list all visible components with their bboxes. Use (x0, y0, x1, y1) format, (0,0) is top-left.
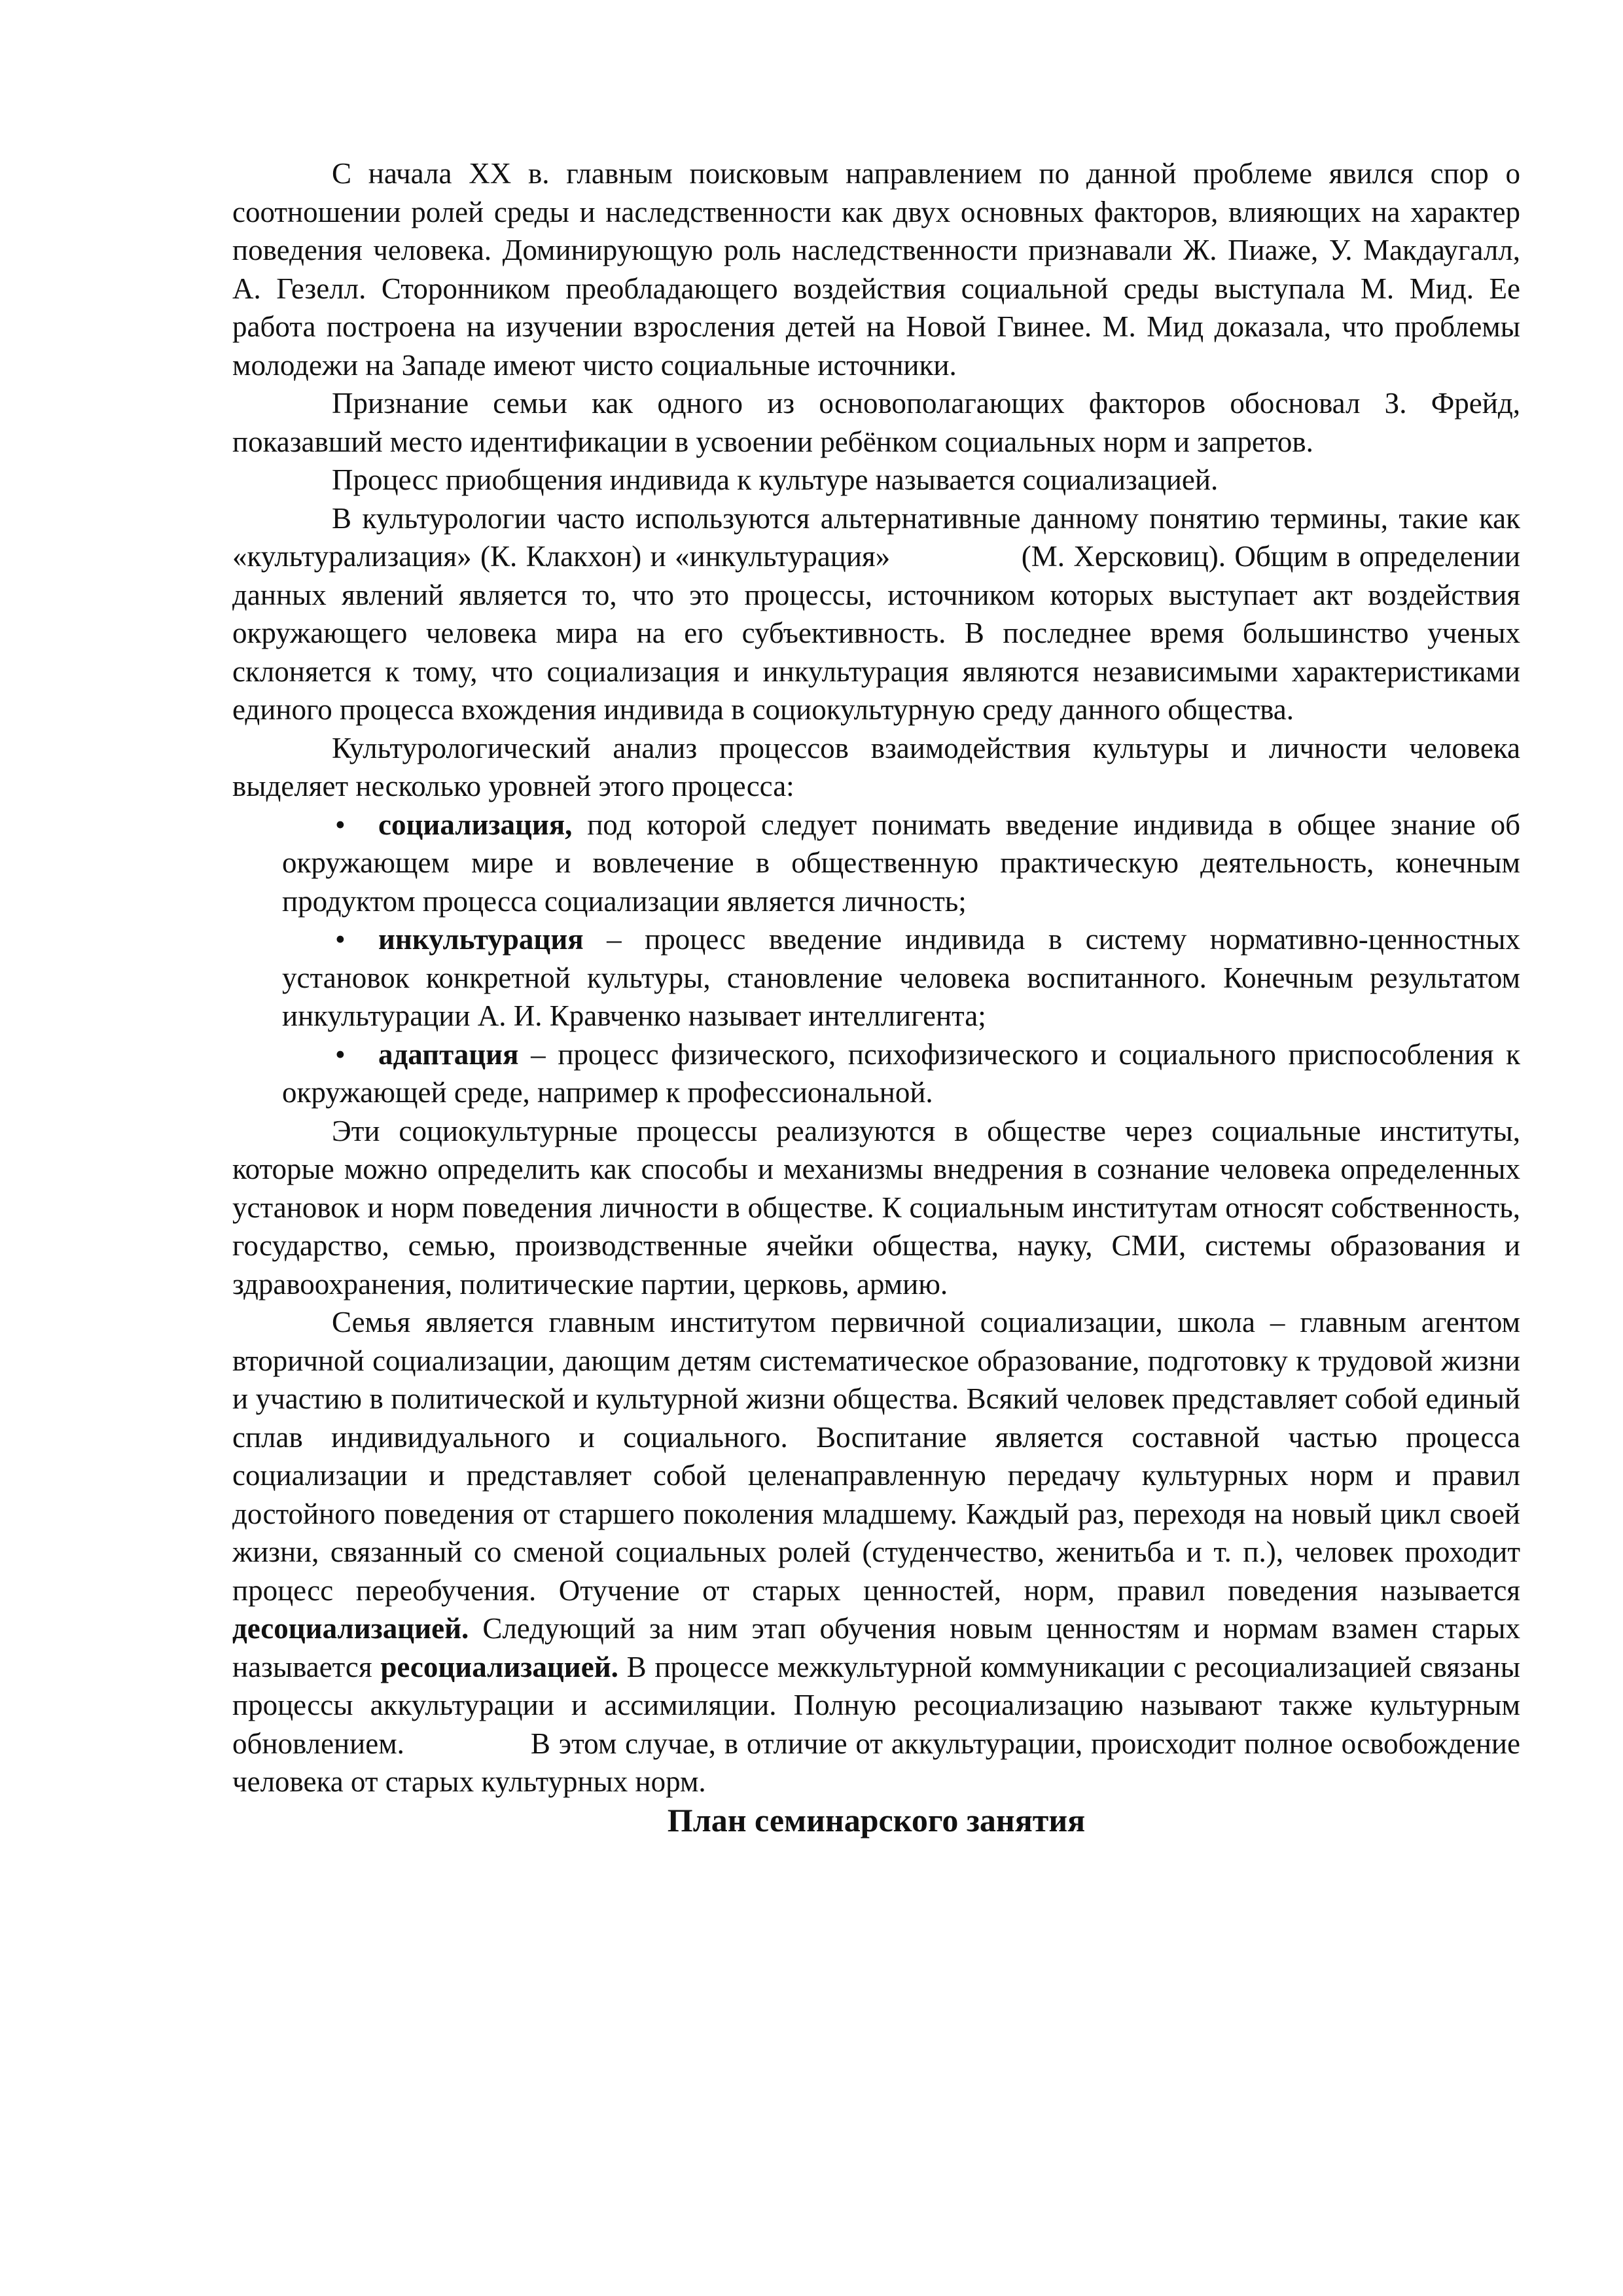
term-description: – процесс введение индивида в систему нормативно-ценностных установок конкретной культуры, становление человека воспитанного. Конечным результатом инкультурации А. И. Кравченко называет интеллигента; (282, 923, 1543, 1032)
list-item (282, 1035, 1528, 1112)
section-heading: План семинарского занятия (667, 1801, 1086, 1839)
levels-list (232, 806, 1550, 1112)
paragraph-family-freud: Признание семьи как одного из основополагающих факторов обосновал З. Фрейд, показавший место идентификации в усвоении ребёнком социальных норм и запретов. (232, 387, 1520, 458)
paragraph-text: Семья является главным институтом первичной социализации, школа – главным агентом вторичной социализации, дающим детям систематическое образование, подготовку к трудовой жизни и участию в политической и культурной жизни общества. Всякий человек представляет собой единый сплав индивидуального и социального. Воспитание является составной частью процесса социализации и представляет собой целенаправленную передачу культурных норм и правил достойного поведения от старшего поколения младшему. Каждый раз, переходя на новый цикл своей жизни, связанный со сменой социальных ролей (студенчество, женитьба и т. п.), человек проходит процесс переобучения. Отучение от старых ценностей, норм, правил поведения называется (232, 1306, 1528, 1607)
paragraph-family-school (232, 1303, 1528, 1801)
paragraph-text: Следующий за ним этап обучения новым ценностям и нормам взамен старых называется (232, 1612, 1528, 1683)
list-item (282, 920, 1543, 1035)
bullet-icon: • (335, 923, 346, 956)
term-resocialization: ресоциализацией. (380, 1650, 618, 1683)
paragraph-levels-intro: Культурологический анализ процессов взаимодействия культуры и личности человека выделяет несколько уровней этого процесса: (232, 731, 1520, 802)
term-description: – процесс физического, психофизического и социального приспособления к окружающей среде, например к профессиональной. (282, 1037, 1528, 1109)
term-description: под которой следует понимать введение индивида в общее знание об окружающем мире и вовлечение в общественную практическую деятельность, конечным продуктом процесса социализации является личность; (282, 808, 1550, 918)
paragraph-culturalization: В культурологии часто используются альтернативные данному понятию термины, такие как «культурализация» (К. Клакхон) и «инкультурация» (М. Херсковиц). Общим в определении данных явлений является то, что это процессы, источником которых выступает акт воздействия окружающего человека мира на его субъективность. В последнее время большинство ученых склоняется к тому, что социализация и инкультурация являются независимыми характеристиками единого процесса вхождения индивида в социокультурную среду данного общества. (232, 501, 1528, 726)
paragraph-text: В процессе межкультурной коммуникации с ресоциализацией связаны процессы аккультурации и ассимиляции. Полную ресоциализацию называют также культурным обновлением. В этом случае, в отличие от аккультурации, происходит полное освобождение человека от старых культурных норм. (232, 1650, 1528, 1798)
document-page (232, 154, 1550, 1839)
paragraph-heredity: С начала XX в. главным поисковым направлением по данной проблеме явился спор о соотношении ролей среды и наследственности как двух основных факторов, влияющих на характер поведения человека. Доминирующую роль наследственности признавали Ж. Пиаже, У. Макдаугалл, А. Гезелл. Сторонником преобладающего воздействия социальной среды выступала М. Мид. Ее работа построена на изучении взросления детей на Новой Гвинее. М. Мид доказала, что проблемы молодежи на Западе имеют чисто социальные источники. (232, 157, 1520, 382)
paragraph-socialization-definition: Процесс приобщения индивида к культуре называется социализацией. (332, 463, 1219, 496)
term-adaptation: адаптация (378, 1037, 519, 1071)
list-item (282, 806, 1550, 921)
term-desocialization: десоциализацией. (232, 1612, 469, 1645)
term-inculturation: инкультурация (378, 923, 584, 956)
paragraph-social-institutes: Эти социокультурные процессы реализуются в обществе через социальные институты, которые можно определить как способы и механизмы внедрения в сознание человека определенных установок и норм поведения личности в обществе. К социальным институтам относят собственность, государство, семью, производственные ячейки общества, науку, СМИ, системы образования и здравоохранения, политические партии, церковь, армию. (232, 1114, 1520, 1300)
term-socialization: социализация, (378, 808, 573, 841)
bullet-icon: • (335, 1037, 346, 1071)
bullet-icon: • (335, 808, 346, 841)
